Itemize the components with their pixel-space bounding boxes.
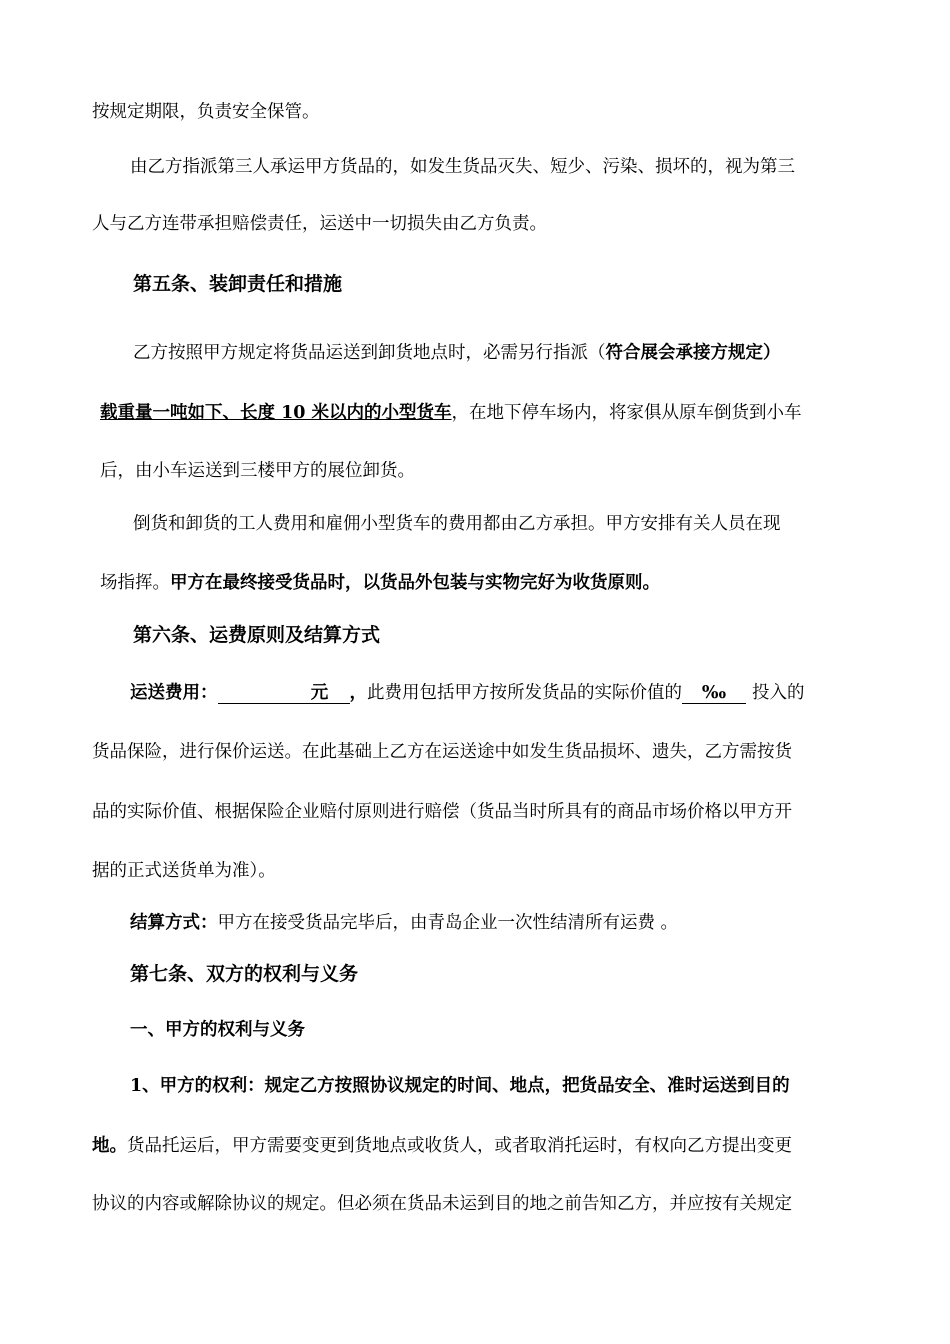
fee-label: 运送费用： xyxy=(130,683,218,703)
paragraph-line: 协议的内容或解除协议的规定。但必须在货品未运到目的地之前告知乙方，并应按有关规定 xyxy=(92,1194,792,1214)
bold-text: 符合展会承接方规定） xyxy=(605,343,781,363)
paragraph-line: 倒货和卸货的工人费用和雇佣小型货车的费用都由乙方承担。甲方安排有关人员在现 xyxy=(133,514,781,534)
subsection-heading: 一、甲方的权利与义务 xyxy=(130,1020,305,1040)
fee-line xyxy=(130,681,905,705)
section-heading-6: 第六条、运费原则及结算方式 xyxy=(133,624,381,646)
paragraph-line: 品的实际价值、根据保险企业赔付原则进行赔偿（货品当时所具有的商品市场价格以甲方开 xyxy=(92,802,792,822)
paragraph-line: 由乙方指派第三人承运甲方货品的，如发生货品灭失、短少、污染、损坏的，视为第三 xyxy=(130,157,795,177)
bold-text: 甲方在最终接受货品时，以货品外包装与实物完好为收货原则。 xyxy=(170,573,660,593)
paragraph-line: 据的正式送货单为准）。 xyxy=(92,861,276,881)
fee-text: 投入的 xyxy=(752,683,805,703)
paragraph-line xyxy=(100,401,875,425)
paragraph-line: 按规定期限，负责安全保管。 xyxy=(92,102,320,122)
fee-amount-blank xyxy=(218,683,350,704)
fee-text: 此费用包括甲方按所发货品的实际价值的 xyxy=(367,683,682,703)
fee-unit: 元 xyxy=(310,683,329,703)
paragraph-line: 后，由小车运送到三楼甲方的展位卸货。 xyxy=(100,461,415,481)
settlement-text: 甲方在接受货品完毕后，由青岛企业一次性结清所有运费 。 xyxy=(217,913,679,933)
paragraph-line xyxy=(92,1134,867,1158)
settlement-label: 结算方式： xyxy=(130,913,218,933)
text-segment: 货品托运后，甲方需要变更到货地点或收货人，或者取消托运时，有权向乙方提出变更 xyxy=(127,1136,792,1156)
fee-comma: ， xyxy=(349,683,367,703)
underlined-bold-text: 载重量一吨如下、长度 10 米以内的小型货车 xyxy=(100,403,452,423)
paragraph-line: 货品保险，进行保价运送。在此基础上乙方在运送途中如发生货品损坏、遗失，乙方需按货 xyxy=(92,742,792,762)
fee-percentage-blank xyxy=(682,683,746,704)
bold-text: 地。 xyxy=(92,1136,127,1156)
text-segment: ，在地下停车场内，将家俱从原车倒货到小车 xyxy=(451,403,802,423)
text-segment: 场指挥。 xyxy=(100,573,170,593)
paragraph-line: 1、甲方的权利：规定乙方按照协议规定的时间、地点，把货品安全、准时运送到目的 xyxy=(130,1076,790,1096)
settlement-line xyxy=(130,911,905,935)
text-segment: 乙方按照甲方规定将货品运送到卸货地点时，必需另行指派（ xyxy=(133,343,606,363)
paragraph-line: 人与乙方连带承担赔偿责任，运送中一切损失由乙方负责。 xyxy=(92,214,547,234)
paragraph-line xyxy=(133,341,908,365)
section-heading-5: 第五条、装卸责任和措施 xyxy=(133,273,343,295)
paragraph-line xyxy=(100,571,875,595)
permille-sign: ‰ xyxy=(701,683,727,703)
section-heading-7: 第七条、双方的权利与义务 xyxy=(130,963,359,985)
